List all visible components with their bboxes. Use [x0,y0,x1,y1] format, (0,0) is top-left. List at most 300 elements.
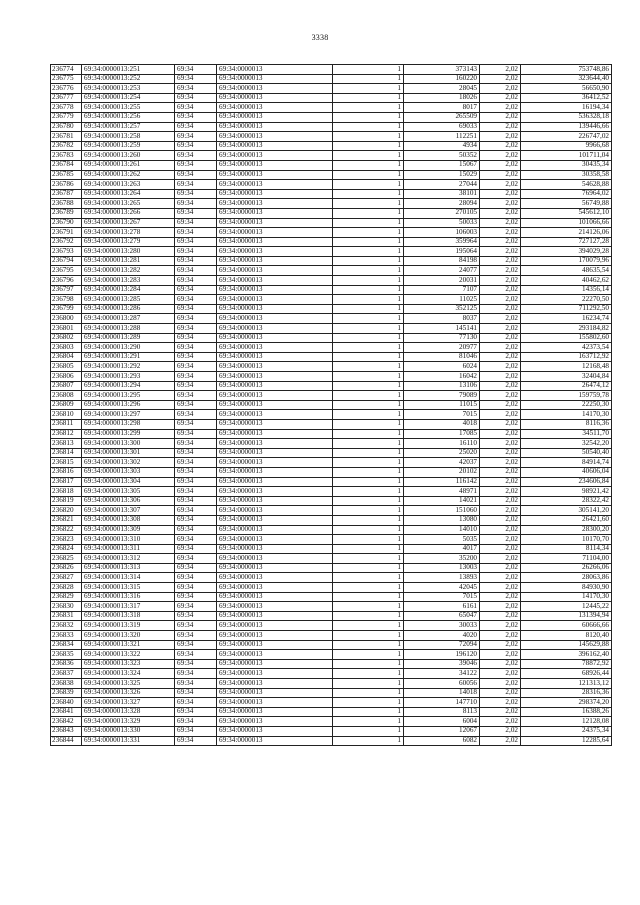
cadastral-number-cell: 69:34:0000013:307 [82,506,175,516]
rate-cell: 2,02 [480,343,521,353]
district-code-cell: 69:34 [175,333,217,343]
count-cell: 1 [333,381,404,391]
count-cell: 1 [333,640,404,650]
count-cell: 1 [333,525,404,535]
block-number-cell: 69:34:0000013 [217,419,333,429]
row-id-cell: 236776 [51,84,82,94]
table-row [51,208,612,218]
district-code-cell: 69:34 [175,736,217,746]
cadastral-number-cell: 69:34:0000013:331 [82,736,175,746]
table-row [51,228,612,238]
block-number-cell: 69:34:0000013 [217,266,333,276]
table-row [51,266,612,276]
cadastral-number-cell: 69:34:0000013:251 [82,65,175,75]
rate-cell: 2,02 [480,525,521,535]
area-cell: 373143 [404,65,480,75]
district-code-cell: 69:34 [175,276,217,286]
table-row [51,429,612,439]
area-cell: 7015 [404,592,480,602]
block-number-cell: 69:34:0000013 [217,487,333,497]
block-number-cell: 69:34:0000013 [217,592,333,602]
block-number-cell: 69:34:0000013 [217,304,333,314]
row-id-cell: 236810 [51,410,82,420]
row-id-cell: 236806 [51,372,82,382]
block-number-cell: 69:34:0000013 [217,554,333,564]
value-cell: 12445,22 [521,602,612,612]
block-number-cell: 69:34:0000013 [217,189,333,199]
count-cell: 1 [333,467,404,477]
rate-cell: 2,02 [480,304,521,314]
count-cell: 1 [333,717,404,727]
value-cell: 84930,90 [521,583,612,593]
value-cell: 60666,66 [521,621,612,631]
value-cell: 298374,20 [521,698,612,708]
count-cell: 1 [333,103,404,113]
row-id-cell: 236809 [51,400,82,410]
block-number-cell: 69:34:0000013 [217,295,333,305]
district-code-cell: 69:34 [175,132,217,142]
value-cell: 30435,34 [521,160,612,170]
table-row [51,189,612,199]
cadastral-number-cell: 69:34:0000013:330 [82,726,175,736]
district-code-cell: 69:34 [175,304,217,314]
area-cell: 20977 [404,343,480,353]
block-number-cell: 69:34:0000013 [217,458,333,468]
district-code-cell: 69:34 [175,372,217,382]
count-cell: 1 [333,669,404,679]
value-cell: 145629,88 [521,640,612,650]
count-cell: 1 [333,592,404,602]
value-cell: 8120,40 [521,631,612,641]
rate-cell: 2,02 [480,707,521,717]
value-cell: 727127,28 [521,237,612,247]
table-row [51,688,612,698]
district-code-cell: 69:34 [175,506,217,516]
table-row [51,372,612,382]
area-cell: 65047 [404,611,480,621]
value-cell: 753748,86 [521,65,612,75]
table-row [51,525,612,535]
district-code-cell: 69:34 [175,74,217,84]
rate-cell: 2,02 [480,74,521,84]
row-id-cell: 236832 [51,621,82,631]
table-row [51,458,612,468]
district-code-cell: 69:34 [175,160,217,170]
area-cell: 11015 [404,400,480,410]
block-number-cell: 69:34:0000013 [217,372,333,382]
district-code-cell: 69:34 [175,266,217,276]
area-cell: 84198 [404,256,480,266]
rate-cell: 2,02 [480,467,521,477]
cadastral-number-cell: 69:34:0000013:281 [82,256,175,266]
row-id-cell: 236830 [51,602,82,612]
table-row [51,65,612,75]
table-row [51,84,612,94]
area-cell: 81046 [404,352,480,362]
cadastral-number-cell: 69:34:0000013:313 [82,563,175,573]
block-number-cell: 69:34:0000013 [217,563,333,573]
value-cell: 8114,34 [521,544,612,554]
area-cell: 20102 [404,467,480,477]
area-cell: 147710 [404,698,480,708]
count-cell: 1 [333,573,404,583]
value-cell: 305141,20 [521,506,612,516]
rate-cell: 2,02 [480,583,521,593]
district-code-cell: 69:34 [175,141,217,151]
block-number-cell: 69:34:0000013 [217,669,333,679]
row-id-cell: 236783 [51,151,82,161]
row-id-cell: 236808 [51,391,82,401]
value-cell: 394029,28 [521,247,612,257]
row-id-cell: 236831 [51,611,82,621]
count-cell: 1 [333,343,404,353]
table-row [51,112,612,122]
district-code-cell: 69:34 [175,583,217,593]
row-id-cell: 236824 [51,544,82,554]
rate-cell: 2,02 [480,218,521,228]
row-id-cell: 236843 [51,726,82,736]
area-cell: 116142 [404,477,480,487]
row-id-cell: 236777 [51,93,82,103]
table-row [51,362,612,372]
table-row [51,160,612,170]
area-cell: 60056 [404,679,480,689]
row-id-cell: 236775 [51,74,82,84]
cadastral-number-cell: 69:34:0000013:319 [82,621,175,631]
table-row [51,506,612,516]
table-row [51,285,612,295]
rate-cell: 2,02 [480,151,521,161]
area-cell: 4934 [404,141,480,151]
value-cell: 56650,90 [521,84,612,94]
rate-cell: 2,02 [480,122,521,132]
cadastral-number-cell: 69:34:0000013:262 [82,170,175,180]
block-number-cell: 69:34:0000013 [217,535,333,545]
value-cell: 40606,04 [521,467,612,477]
rate-cell: 2,02 [480,477,521,487]
count-cell: 1 [333,563,404,573]
district-code-cell: 69:34 [175,659,217,669]
district-code-cell: 69:34 [175,84,217,94]
cadastral-number-cell: 69:34:0000013:311 [82,544,175,554]
row-id-cell: 236813 [51,439,82,449]
row-id-cell: 236807 [51,381,82,391]
count-cell: 1 [333,295,404,305]
block-number-cell: 69:34:0000013 [217,717,333,727]
row-id-cell: 236822 [51,525,82,535]
block-number-cell: 69:34:0000013 [217,707,333,717]
district-code-cell: 69:34 [175,535,217,545]
district-code-cell: 69:34 [175,573,217,583]
row-id-cell: 236795 [51,266,82,276]
table-row [51,640,612,650]
count-cell: 1 [333,736,404,746]
value-cell: 170079,96 [521,256,612,266]
area-cell: 270105 [404,208,480,218]
count-cell: 1 [333,372,404,382]
block-number-cell: 69:34:0000013 [217,439,333,449]
district-code-cell: 69:34 [175,170,217,180]
value-cell: 234606,84 [521,477,612,487]
value-cell: 163712,92 [521,352,612,362]
district-code-cell: 69:34 [175,256,217,266]
district-code-cell: 69:34 [175,458,217,468]
count-cell: 1 [333,314,404,324]
row-id-cell: 236826 [51,563,82,573]
cadastral-number-cell: 69:34:0000013:318 [82,611,175,621]
value-cell: 84914,74 [521,458,612,468]
rate-cell: 2,02 [480,352,521,362]
table-row [51,391,612,401]
table-row [51,544,612,554]
count-cell: 1 [333,448,404,458]
cadastral-number-cell: 69:34:0000013:294 [82,381,175,391]
table-row [51,410,612,420]
rate-cell: 2,02 [480,362,521,372]
cadastral-number-cell: 69:34:0000013:288 [82,324,175,334]
area-cell: 5035 [404,535,480,545]
count-cell: 1 [333,458,404,468]
area-cell: 13003 [404,563,480,573]
block-number-cell: 69:34:0000013 [217,285,333,295]
district-code-cell: 69:34 [175,650,217,660]
block-number-cell: 69:34:0000013 [217,343,333,353]
row-id-cell: 236828 [51,583,82,593]
cadastral-number-cell: 69:34:0000013:283 [82,276,175,286]
row-id-cell: 236839 [51,688,82,698]
row-id-cell: 236821 [51,515,82,525]
count-cell: 1 [333,352,404,362]
district-code-cell: 69:34 [175,324,217,334]
block-number-cell: 69:34:0000013 [217,103,333,113]
cadastral-number-cell: 69:34:0000013:301 [82,448,175,458]
area-cell: 195064 [404,247,480,257]
block-number-cell: 69:34:0000013 [217,631,333,641]
table-body [51,65,612,746]
table-row [51,554,612,564]
value-cell: 22250,30 [521,400,612,410]
cadastral-number-cell: 69:34:0000013:254 [82,93,175,103]
row-id-cell: 236841 [51,707,82,717]
page-number: 3338 [311,33,329,42]
rate-cell: 2,02 [480,410,521,420]
value-cell: 214126,06 [521,228,612,238]
area-cell: 265509 [404,112,480,122]
area-cell: 72094 [404,640,480,650]
count-cell: 1 [333,228,404,238]
count-cell: 1 [333,631,404,641]
rate-cell: 2,02 [480,429,521,439]
cadastral-number-cell: 69:34:0000013:309 [82,525,175,535]
row-id-cell: 236802 [51,333,82,343]
district-code-cell: 69:34 [175,199,217,209]
cadastral-number-cell: 69:34:0000013:255 [82,103,175,113]
row-id-cell: 236774 [51,65,82,75]
value-cell: 34511,70 [521,429,612,439]
count-cell: 1 [333,84,404,94]
count-cell: 1 [333,180,404,190]
table-row [51,611,612,621]
table-row [51,199,612,209]
cadastral-number-cell: 69:34:0000013:327 [82,698,175,708]
block-number-cell: 69:34:0000013 [217,650,333,660]
area-cell: 69033 [404,122,480,132]
cadastral-number-cell: 69:34:0000013:253 [82,84,175,94]
row-id-cell: 236811 [51,419,82,429]
area-cell: 352125 [404,304,480,314]
rate-cell: 2,02 [480,237,521,247]
cadastral-number-cell: 69:34:0000013:289 [82,333,175,343]
value-cell: 14170,30 [521,410,612,420]
cadastral-number-cell: 69:34:0000013:328 [82,707,175,717]
district-code-cell: 69:34 [175,496,217,506]
rate-cell: 2,02 [480,141,521,151]
value-cell: 40462,62 [521,276,612,286]
cadastral-number-cell: 69:34:0000013:300 [82,439,175,449]
district-code-cell: 69:34 [175,208,217,218]
value-cell: 536328,18 [521,112,612,122]
value-cell: 30358,58 [521,170,612,180]
table-row [51,247,612,257]
district-code-cell: 69:34 [175,410,217,420]
area-cell: 17085 [404,429,480,439]
area-cell: 77130 [404,333,480,343]
area-cell: 8017 [404,103,480,113]
rate-cell: 2,02 [480,170,521,180]
district-code-cell: 69:34 [175,362,217,372]
district-code-cell: 69:34 [175,180,217,190]
block-number-cell: 69:34:0000013 [217,391,333,401]
rate-cell: 2,02 [480,736,521,746]
cadastral-number-cell: 69:34:0000013:296 [82,400,175,410]
district-code-cell: 69:34 [175,621,217,631]
table-row [51,180,612,190]
district-code-cell: 69:34 [175,487,217,497]
count-cell: 1 [333,333,404,343]
row-id-cell: 236798 [51,295,82,305]
row-id-cell: 236833 [51,631,82,641]
value-cell: 78872,92 [521,659,612,669]
block-number-cell: 69:34:0000013 [217,151,333,161]
area-cell: 24077 [404,266,480,276]
count-cell: 1 [333,583,404,593]
area-cell: 4017 [404,544,480,554]
block-number-cell: 69:34:0000013 [217,324,333,334]
count-cell: 1 [333,170,404,180]
block-number-cell: 69:34:0000013 [217,170,333,180]
cadastral-number-cell: 69:34:0000013:317 [82,602,175,612]
value-cell: 545612,10 [521,208,612,218]
table-row [51,343,612,353]
value-cell: 22270,50 [521,295,612,305]
row-id-cell: 236793 [51,247,82,257]
area-cell: 48971 [404,487,480,497]
cadastral-number-cell: 69:34:0000013:263 [82,180,175,190]
district-code-cell: 69:34 [175,679,217,689]
area-cell: 16042 [404,372,480,382]
row-id-cell: 236785 [51,170,82,180]
area-cell: 6024 [404,362,480,372]
count-cell: 1 [333,256,404,266]
area-cell: 15067 [404,160,480,170]
area-cell: 196120 [404,650,480,660]
block-number-cell: 69:34:0000013 [217,573,333,583]
cadastral-number-cell: 69:34:0000013:284 [82,285,175,295]
count-cell: 1 [333,304,404,314]
row-id-cell: 236791 [51,228,82,238]
row-id-cell: 236819 [51,496,82,506]
table-row [51,141,612,151]
area-cell: 42045 [404,583,480,593]
value-cell: 14356,14 [521,285,612,295]
cadastral-number-cell: 69:34:0000013:302 [82,458,175,468]
district-code-cell: 69:34 [175,467,217,477]
block-number-cell: 69:34:0000013 [217,65,333,75]
value-cell: 8116,36 [521,419,612,429]
value-cell: 323644,40 [521,74,612,84]
cadastral-number-cell: 69:34:0000013:256 [82,112,175,122]
row-id-cell: 236804 [51,352,82,362]
count-cell: 1 [333,237,404,247]
table-row [51,477,612,487]
count-cell: 1 [333,487,404,497]
district-code-cell: 69:34 [175,285,217,295]
cadastral-number-cell: 69:34:0000013:320 [82,631,175,641]
district-code-cell: 69:34 [175,103,217,113]
block-number-cell: 69:34:0000013 [217,112,333,122]
value-cell: 36412,52 [521,93,612,103]
district-code-cell: 69:34 [175,93,217,103]
rate-cell: 2,02 [480,314,521,324]
block-number-cell: 69:34:0000013 [217,132,333,142]
area-cell: 14018 [404,688,480,698]
count-cell: 1 [333,132,404,142]
rate-cell: 2,02 [480,458,521,468]
district-code-cell: 69:34 [175,554,217,564]
table-row [51,122,612,132]
count-cell: 1 [333,544,404,554]
row-id-cell: 236817 [51,477,82,487]
row-id-cell: 236829 [51,592,82,602]
block-number-cell: 69:34:0000013 [217,141,333,151]
rate-cell: 2,02 [480,372,521,382]
count-cell: 1 [333,218,404,228]
area-cell: 4018 [404,419,480,429]
area-cell: 8113 [404,707,480,717]
area-cell: 6004 [404,717,480,727]
area-cell: 160220 [404,74,480,84]
cadastral-number-cell: 69:34:0000013:280 [82,247,175,257]
area-cell: 359964 [404,237,480,247]
area-cell: 13080 [404,515,480,525]
cadastral-number-cell: 69:34:0000013:326 [82,688,175,698]
row-id-cell: 236815 [51,458,82,468]
count-cell: 1 [333,266,404,276]
value-cell: 26474,12 [521,381,612,391]
value-cell: 12128,08 [521,717,612,727]
block-number-cell: 69:34:0000013 [217,659,333,669]
area-cell: 25020 [404,448,480,458]
row-id-cell: 236799 [51,304,82,314]
value-cell: 56749,88 [521,199,612,209]
district-code-cell: 69:34 [175,477,217,487]
count-cell: 1 [333,160,404,170]
value-cell: 101066,66 [521,218,612,228]
count-cell: 1 [333,74,404,84]
block-number-cell: 69:34:0000013 [217,84,333,94]
rate-cell: 2,02 [480,650,521,660]
cadastral-number-cell: 69:34:0000013:322 [82,650,175,660]
